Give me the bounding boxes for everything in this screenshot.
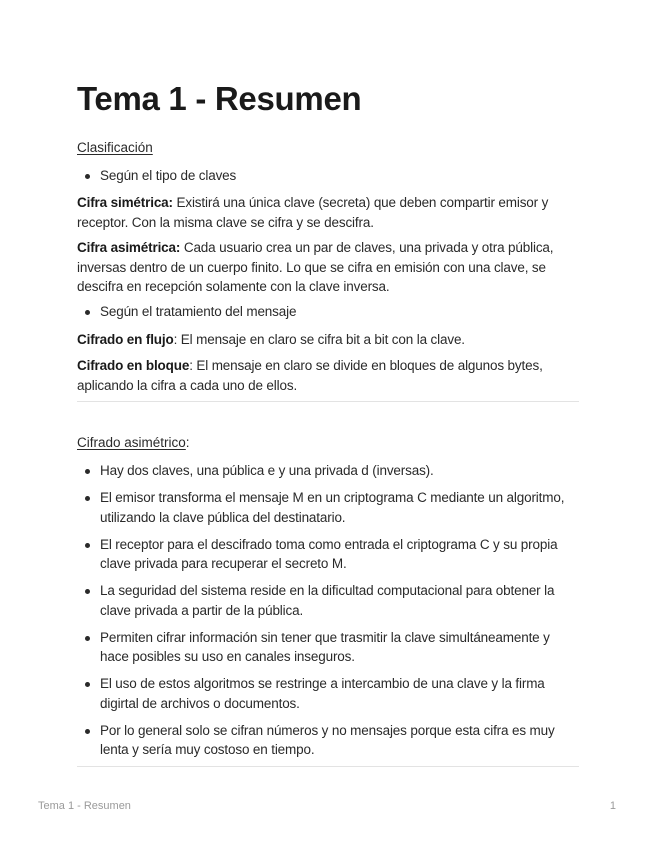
section-divider [77, 766, 579, 767]
list-item-text: Permiten cifrar información sin tener que trasmitir la clave simultáneamente y hace posibles su uso en canales inseguros. [100, 629, 550, 664]
paragraph-cifra-simetrica [77, 193, 579, 232]
term-label: Cifrado en bloque [77, 358, 190, 373]
list-item [77, 628, 579, 667]
bullet-dot-icon [85, 682, 90, 687]
term-definition: Existirá una única clave (secreta) que deben compartir emisor y receptor. Con la misma clave se cifra y se descifra. [77, 195, 549, 230]
bullet-list-tratamiento [77, 302, 579, 322]
footer-page-number: 1 [609, 800, 616, 812]
paragraph-cifra-asimetrica [77, 238, 579, 297]
page-title: Tema 1 - Resumen [77, 80, 362, 117]
list-item [77, 302, 579, 322]
bullet-list-tipo-claves [77, 166, 579, 186]
section-divider [77, 401, 579, 402]
term-label: Cifra simétrica: [77, 195, 173, 210]
section-heading-text: Cifrado asimétrico [77, 435, 186, 450]
term-definition: : El mensaje en claro se cifra bit a bit con la clave. [173, 332, 465, 347]
list-item-text: El uso de estos algoritmos se restringe a intercambio de una clave y la firma digirtal de archivos o documentos. [100, 676, 545, 711]
section-heading-suffix: : [185, 435, 190, 450]
list-item-text: El receptor para el descifrado toma como entrada el criptograma C y su propia clave privada para recuperar el secreto M. [100, 536, 558, 571]
list-item [77, 674, 579, 713]
list-item-text: Según el tipo de claves [100, 168, 237, 183]
bullet-dot-icon [85, 174, 90, 179]
list-item [77, 461, 579, 481]
list-item-text: La seguridad del sistema reside en la dificultad computacional para obtener la clave privada a partir de la pública. [100, 583, 555, 618]
list-item-text: Por lo general solo se cifran números y no mensajes porque esta cifra es muy lenta y sería muy costoso en tiempo. [100, 722, 555, 757]
section-heading-text: Clasificación [77, 140, 153, 155]
list-item-text: Hay dos claves, una pública e y una privada d (inversas). [100, 463, 434, 478]
bullet-dot-icon [85, 589, 90, 594]
list-item [77, 721, 579, 760]
bullet-dot-icon [85, 636, 90, 641]
list-item-text: Según el tratamiento del mensaje [100, 304, 297, 319]
term-label: Cifrado en flujo [77, 332, 174, 347]
bullet-dot-icon [85, 496, 90, 501]
term-label: Cifra asimétrica: [77, 240, 181, 255]
term-definition: Cada usuario crea un par de claves, una privada y otra pública, inversas dentro de un cuerpo finito. Lo que se cifra en emisión con una clave, se descifra en recepción solamente con la clave inversa. [77, 240, 554, 294]
term-definition: : El mensaje en claro se divide en bloques de algunos bytes, aplicando la cifra a cada uno de ellos. [77, 358, 543, 393]
bullet-dot-icon [85, 469, 90, 474]
list-item [77, 488, 579, 527]
section-heading-clasificacion [77, 139, 153, 157]
paragraph-cifrado-flujo [77, 330, 579, 350]
list-item [77, 535, 579, 574]
paragraph-cifrado-bloque [77, 356, 579, 395]
list-item [77, 581, 579, 620]
list-item-text: El emisor transforma el mensaje M en un criptograma C mediante un algoritmo, utilizando la clave pública del destinatario. [100, 490, 565, 525]
list-item [77, 166, 579, 186]
bullet-dot-icon [85, 729, 90, 734]
bullet-dot-icon [85, 310, 90, 315]
bullet-list-cifrado-asimetrico [77, 461, 579, 760]
section-heading-cifrado-asimetrico [77, 434, 190, 452]
footer-document-title: Tema 1 - Resumen [38, 800, 131, 812]
bullet-dot-icon [85, 543, 90, 548]
